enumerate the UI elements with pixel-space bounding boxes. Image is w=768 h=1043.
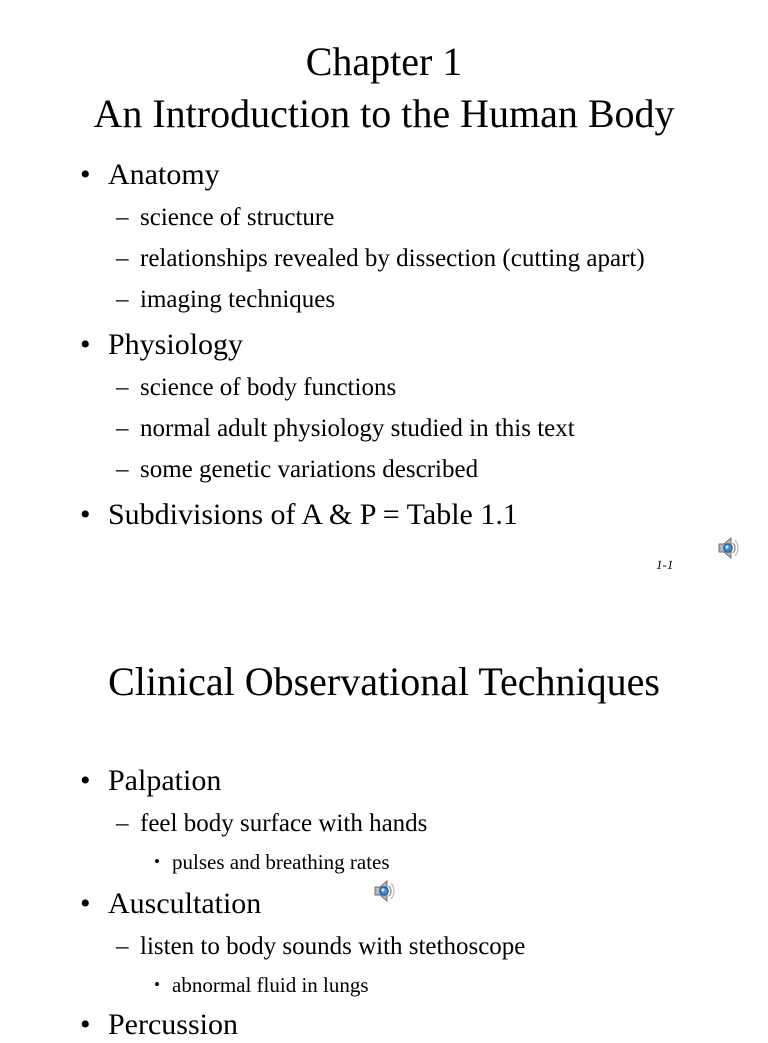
bullet-marker: • [80,1008,91,1041]
bullet-marker: • [80,158,91,191]
sub-sub-item: pulses and breathing rates [172,850,390,874]
slide-1-title-line-2: An Introduction to the Human Body [93,91,675,136]
dash-marker: – [116,810,129,837]
sub-item: science of structure [140,204,335,231]
bullet-marker: • [80,887,91,920]
list-item-percussion: Percussion [108,1008,238,1041]
list-item-subdivisions: Subdivisions of A & P = Table 1.1 [108,498,518,531]
sub-item: listen to body sounds with stethoscope [140,933,526,960]
bullet-marker: • [80,328,91,361]
sub-item: feel body surface with hands [140,810,428,837]
list-item-anatomy: Anatomy [108,158,220,191]
list-item-auscultation: Auscultation [108,887,262,920]
dash-marker: – [116,933,129,960]
page-number: 1-1 [656,557,674,572]
list-item-palpation: Palpation [108,764,222,797]
speaker-icon[interactable] [372,879,398,903]
slide-1-title-line-1: Chapter 1 [305,39,463,84]
bullet-marker: • [80,498,91,531]
bullet-marker: • [154,975,160,994]
sub-item: normal adult physiology studied in this text [140,415,575,442]
sub-sub-item: abnormal fluid in lungs [172,973,369,997]
dash-marker: – [116,245,129,272]
list-item-physiology: Physiology [108,328,244,361]
dash-marker: – [116,415,129,442]
sub-item: imaging techniques [140,286,336,313]
sub-item: relationships revealed by dissection (cutting apart) [140,245,645,272]
dash-marker: – [116,286,129,313]
speaker-icon[interactable] [716,536,742,560]
dash-marker: – [116,456,129,483]
bullet-marker: • [154,852,160,871]
sub-item: science of body functions [140,374,397,401]
bullet-marker: • [80,764,91,797]
dash-marker: – [116,204,129,231]
dash-marker: – [116,374,129,401]
slide-2-title: Clinical Observational Techniques [108,659,660,704]
sub-item: some genetic variations described [140,456,479,483]
